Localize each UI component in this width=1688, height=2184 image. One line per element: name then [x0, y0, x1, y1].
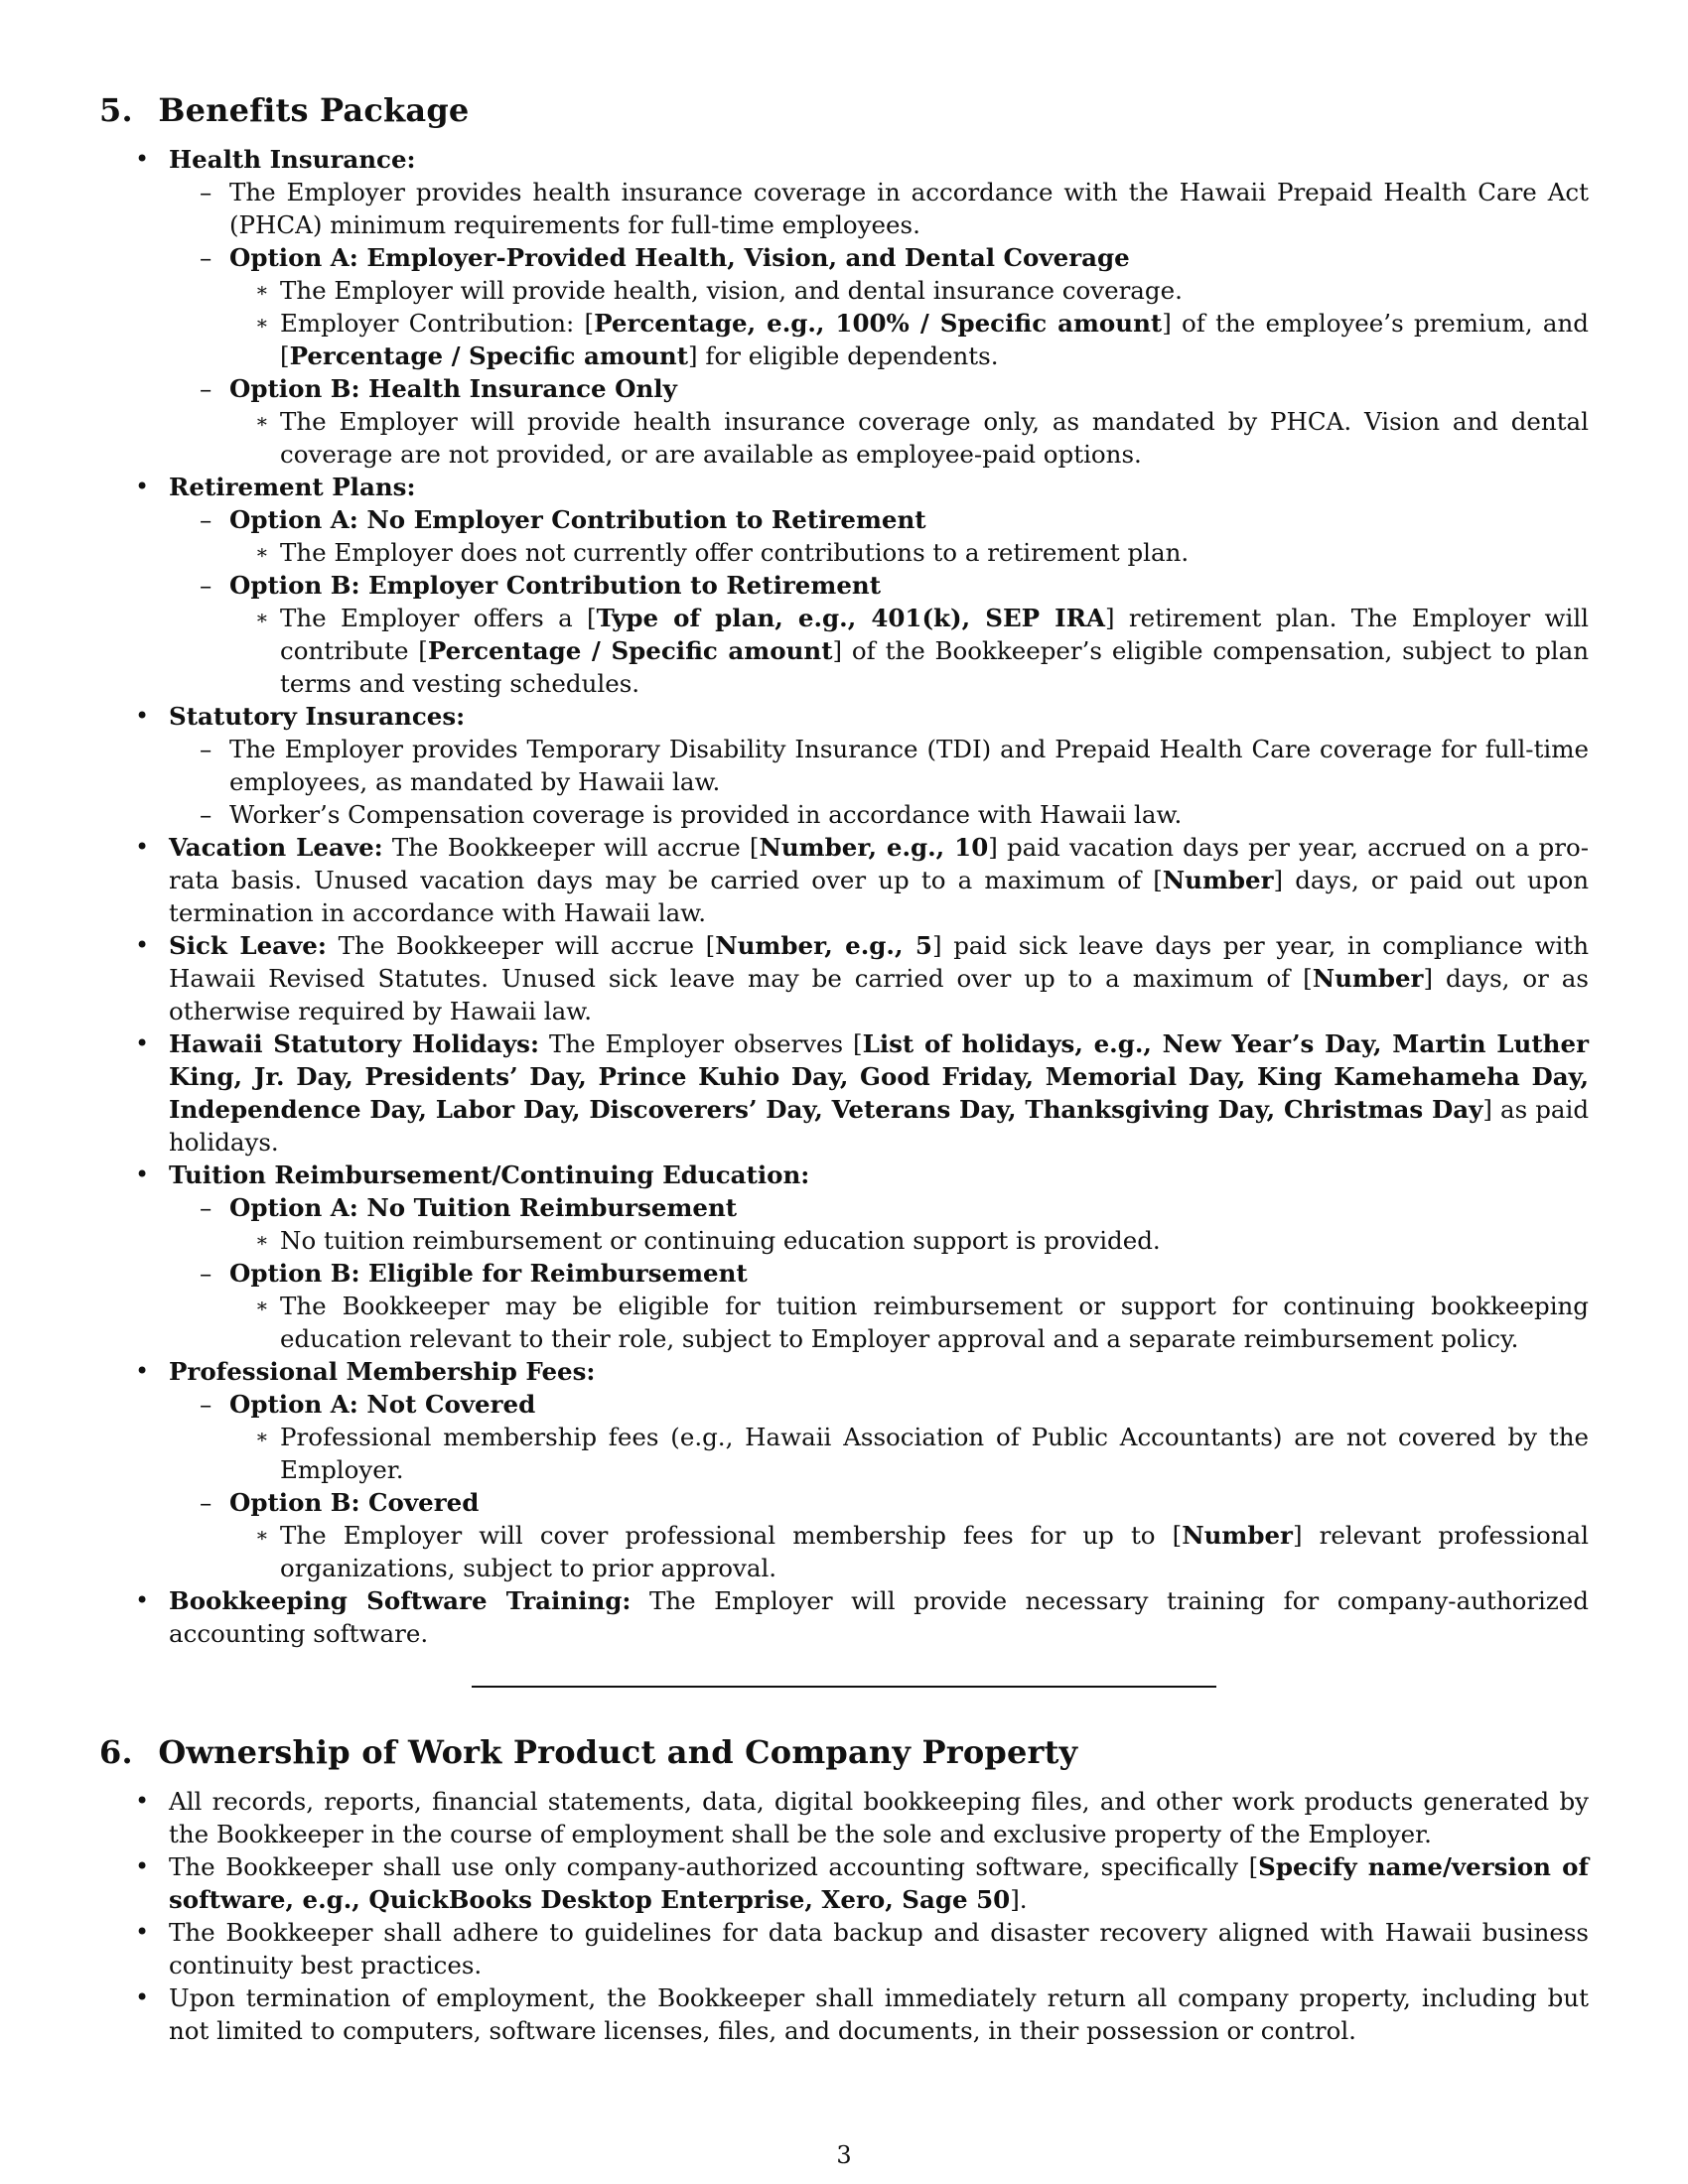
ownership-list [99, 1785, 1589, 2047]
tuition-option-b-text: ∗ The Bookkeeper may be eligible for tuition reimbursement or support for continuing bookkeeping education relevant to their role, subject to Employer approval and a separate reimbursement policy. [229, 1290, 1589, 1355]
retirement-option-b: – Option B: Employer Contribution to Retirement ∗ The Employer offers a [Type of plan, e.g., 401(k), SEP IRA] retirement plan. The Employer will contribute [Percentage / Specific amount] of the Bookkeeper’s eligible compensation, subject to plan terms and vesting schedules. [169, 569, 1589, 700]
holidays-item: • Hawaii Statutory Holidays: The Employer observes [List of holidays, e.g., New Year’s Day, Martin Luther King, Jr. Day, Presidents’ Day, Prince Kuhio Day, Good Friday, Memorial Day, King Kamehameha Day, Independence Day, Labor Day, Discoverers’ Day, Veterans Day, Thanksgiving Day, Christmas Day] as paid holidays. [99, 1027, 1589, 1159]
section-6-title: Ownership of Work Product and Company Property [158, 1733, 1078, 1771]
membership-fees-item [99, 1355, 1589, 1584]
tuition-option-a-text: ∗ No tuition reimbursement or continuing education support is provided. [229, 1224, 1589, 1257]
statutory-insurances-item [99, 700, 1589, 831]
section-5-heading [99, 91, 1589, 129]
tuition-label: Tuition Reimbursement/Continuing Education: [169, 1160, 810, 1189]
sick-leave-item: • Sick Leave: The Bookkeeper will accrue [Number, e.g., 5] paid sick leave days per year, in compliance with Hawaii Revised Statutes. Unused sick leave may be carried over up to a maximum of [Number] days, or as otherwise required by Hawaii law. [99, 929, 1589, 1027]
membership-option-b: – Option B: Covered ∗ The Employer will cover professional membership fees for up to [Number] relevant professional organizations, subject to prior approval. [169, 1486, 1589, 1584]
health-option-b [169, 372, 1589, 471]
section-5-title: Benefits Package [158, 91, 470, 129]
membership-fees-label: Professional Membership Fees: [169, 1357, 596, 1386]
document-page [99, 91, 1589, 2047]
health-option-a-label: Option A: Employer-Provided Health, Vision, and Dental Coverage [229, 243, 1130, 272]
retirement-option-a: – Option A: No Employer Contribution to Retirement ∗ The Employer does not currently offer contributions to a retirement plan. [169, 503, 1589, 569]
section-6-heading [99, 1733, 1589, 1771]
retirement-plans-item [99, 471, 1589, 700]
tuition-option-a: – Option A: No Tuition Reimbursement ∗ No tuition reimbursement or continuing education support is provided. [169, 1191, 1589, 1257]
ownership-backup-item: • The Bookkeeper shall adhere to guidelines for data backup and disaster recovery aligned with Hawaii business continuity best practices. [99, 1916, 1589, 1981]
health-option-b-label: Option B: Health Insurance Only [229, 374, 677, 403]
retirement-option-a-text: ∗ The Employer does not currently offer contributions to a retirement plan. [229, 536, 1589, 569]
phca-item: – The Employer provides health insurance coverage in accordance with the Hawaii Prepaid Health Care Act (PHCA) minimum requirements for full-time employees. [169, 176, 1589, 241]
health-option-a [169, 241, 1589, 372]
section-divider [472, 1686, 1216, 1688]
ownership-software-item: • The Bookkeeper shall use only company-authorized accounting software, specifically [Specify name/version of software, e.g., QuickBooks Desktop Enterprise, Xero, Sage 50]. [99, 1850, 1589, 1916]
benefits-list [99, 143, 1589, 1650]
ownership-records-item: • All records, reports, financial statements, data, digital bookkeeping files, and other work products generated by the Bookkeeper in the course of employment shall be the sole and exclusive property of the Employer. [99, 1785, 1589, 1850]
health-option-b-text: ∗ The Employer will provide health insurance coverage only, as mandated by PHCA. Vision and dental coverage are not provided, or are available as employee-paid options. [229, 405, 1589, 471]
workers-comp-item: – Worker’s Compensation coverage is provided in accordance with Hawaii law. [169, 798, 1589, 831]
health-option-a-contribution: ∗ Employer Contribution: [Percentage, e.g., 100% / Specific amount] of the employee’s premium, and [Percentage / Specific amount] for eligible dependents. [229, 307, 1589, 372]
software-training-item: • Bookkeeping Software Training: The Employer will provide necessary training for company-authorized accounting software. [99, 1584, 1589, 1650]
health-insurance-label: Health Insurance: [169, 145, 416, 174]
section-5-number: 5. [99, 91, 133, 129]
statutory-insurances-label: Statutory Insurances: [169, 702, 466, 731]
membership-option-a-text: ∗ Professional membership fees (e.g., Hawaii Association of Public Accountants) are not covered by the Employer. [229, 1421, 1589, 1486]
retirement-plans-label: Retirement Plans: [169, 473, 416, 501]
section-6-number: 6. [99, 1733, 133, 1771]
retirement-option-b-text: ∗ The Employer offers a [Type of plan, e.g., 401(k), SEP IRA] retirement plan. The Employer will contribute [Percentage / Specific amount] of the Bookkeeper’s eligible compensation, subject to plan terms and vesting schedules. [229, 602, 1589, 700]
tuition-item [99, 1159, 1589, 1355]
vacation-leave-item: • Vacation Leave: The Bookkeeper will accrue [Number, e.g., 10] paid vacation days per year, accrued on a pro-rata basis. Unused vacation days may be carried over up to a maximum of [Number] days, or paid out upon termination in accordance with Hawaii law. [99, 831, 1589, 929]
membership-option-a: – Option A: Not Covered ∗ Professional membership fees (e.g., Hawaii Association of Public Accountants) are not covered by the Employer. [169, 1388, 1589, 1486]
page-number: 3 [836, 2141, 852, 2169]
ownership-return-item: • Upon termination of employment, the Bookkeeper shall immediately return all company property, including but not limited to computers, software licenses, files, and documents, in their possession or control. [99, 1981, 1589, 2047]
tuition-option-b: – Option B: Eligible for Reimbursement ∗ The Bookkeeper may be eligible for tuition reimbursement or support for continuing bookkeeping education relevant to their role, subject to Employer approval and a separate reimbursement policy. [169, 1257, 1589, 1355]
health-option-a-coverage: ∗ The Employer will provide health, vision, and dental insurance coverage. [229, 274, 1589, 307]
membership-option-b-text: ∗ The Employer will cover professional membership fees for up to [Number] relevant professional organizations, subject to prior approval. [229, 1519, 1589, 1584]
tdi-item: – The Employer provides Temporary Disability Insurance (TDI) and Prepaid Health Care coverage for full-time employees, as mandated by Hawaii law. [169, 733, 1589, 798]
health-insurance-item [99, 143, 1589, 471]
